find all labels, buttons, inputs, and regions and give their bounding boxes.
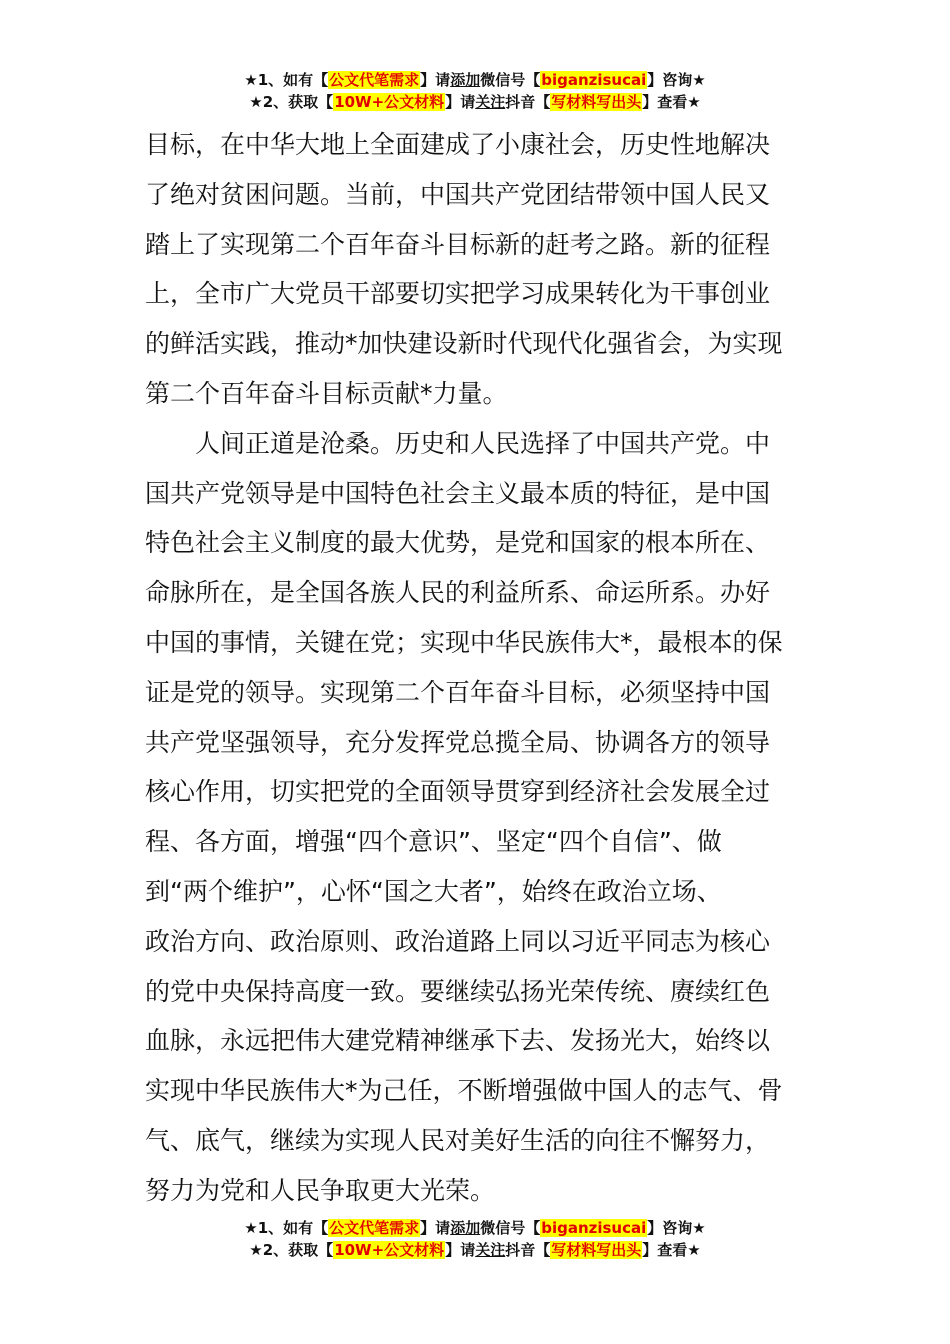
banner-text: 】咨询★ <box>647 71 706 89</box>
body-line: 共产党坚强领导，充分发挥党总揽全局、协调各方的领导 <box>145 727 771 757</box>
body-line: 的党中央保持高度一致。要继续弘扬光荣传统、赓续红色 <box>145 976 771 1006</box>
body-line: 国共产党领导是中国特色社会主义最本质的特征，是中国 <box>145 478 771 508</box>
banner-text: 微信号【 <box>480 1219 541 1237</box>
body-line: 到“两个维护”，心怀“国之大者”，始终在政治立场、 <box>145 876 722 906</box>
banner-text: 】请 <box>420 1219 451 1237</box>
body-line: 程、各方面，增强“四个意识”、坚定“四个自信”、做 <box>145 827 722 857</box>
body-line: 上，全市广大党员干部要切实把学习成果转化为干事创业 <box>145 279 771 309</box>
banner-text: 】请 <box>445 93 476 111</box>
underlined-text: 关注 <box>475 93 506 111</box>
body-line: 实现中华民族伟大*为己任，不断增强做中国人的志气、骨 <box>145 1076 783 1106</box>
banner-line-2 <box>0 1239 950 1261</box>
highlight-wechat-id: biganzisucai <box>541 71 647 89</box>
highlight-douyin-account: 写材料写出头 <box>551 1241 642 1259</box>
banner-text: ★1、如有【 <box>244 71 329 89</box>
highlight-service: 公文代笔需求 <box>329 1219 420 1237</box>
underlined-text: 添加 <box>450 71 481 89</box>
highlight-service: 公文代笔需求 <box>329 71 420 89</box>
banner-text: ★1、如有【 <box>244 1219 329 1237</box>
banner-text: 】请 <box>445 1241 476 1259</box>
document-body <box>145 120 810 1216</box>
body-line: 了绝对贫困问题。当前，中国共产党团结带领中国人民又 <box>145 179 771 209</box>
body-line: 血脉，永远把伟大建党精神继承下去、发扬光大，始终以 <box>145 1026 771 1056</box>
paragraph-start-line: 人间正道是沧桑。历史和人民选择了中国共产党。中 <box>195 428 771 458</box>
underlined-text: 关注 <box>475 1241 506 1259</box>
banner-text: ★2、获取【 <box>249 1241 334 1259</box>
banner-line-1 <box>0 69 950 91</box>
body-line: 目标，在中华大地上全面建成了小康社会，历史性地解决 <box>145 130 771 159</box>
body-line: 努力为党和人民争取更大光荣。 <box>145 1175 496 1205</box>
body-line: 证是党的领导。实现第二个百年奋斗目标，必须坚持中国 <box>145 677 771 707</box>
underlined-text: 添加 <box>450 1219 481 1237</box>
highlight-wechat-id: biganzisucai <box>541 1219 647 1237</box>
body-line: 命脉所在，是全国各族人民的利益所系、命运所系。办好 <box>145 578 771 608</box>
banner-text: 】咨询★ <box>647 1219 706 1237</box>
banner-text: 抖音【 <box>505 93 551 111</box>
header-banner <box>0 69 950 113</box>
banner-text: 】请 <box>420 71 451 89</box>
highlight-materials: 10W+公文材料 <box>334 93 445 111</box>
body-line: 踏上了实现第二个百年奋斗目标新的赶考之路。新的征程 <box>145 229 771 259</box>
body-line: 核心作用，切实把党的全面领导贯穿到经济社会发展全过 <box>145 777 771 807</box>
banner-text: 抖音【 <box>505 1241 551 1259</box>
highlight-douyin-account: 写材料写出头 <box>551 93 642 111</box>
body-line: 的鲜活实践，推动*加快建设新时代现代化强省会，为实现 <box>145 329 783 359</box>
banner-text: ★2、获取【 <box>249 93 334 111</box>
highlight-materials: 10W+公文材料 <box>334 1241 445 1259</box>
footer-banner <box>0 1217 950 1261</box>
body-line: 气、底气，继续为实现人民对美好生活的向往不懈努力， <box>145 1125 771 1155</box>
body-line: 第二个百年奋斗目标贡献*力量。 <box>145 378 508 408</box>
body-line: 特色社会主义制度的最大优势，是党和国家的根本所在、 <box>145 528 771 558</box>
banner-text: 】查看★ <box>642 93 701 111</box>
body-line: 中国的事情，关键在党；实现中华民族伟大*，最根本的保 <box>145 627 783 657</box>
banner-text: 微信号【 <box>480 71 541 89</box>
body-line: 政治方向、政治原则、政治道路上同以习近平同志为核心 <box>145 926 771 956</box>
banner-line-2 <box>0 91 950 113</box>
banner-line-1 <box>0 1217 950 1239</box>
banner-text: 】查看★ <box>642 1241 701 1259</box>
